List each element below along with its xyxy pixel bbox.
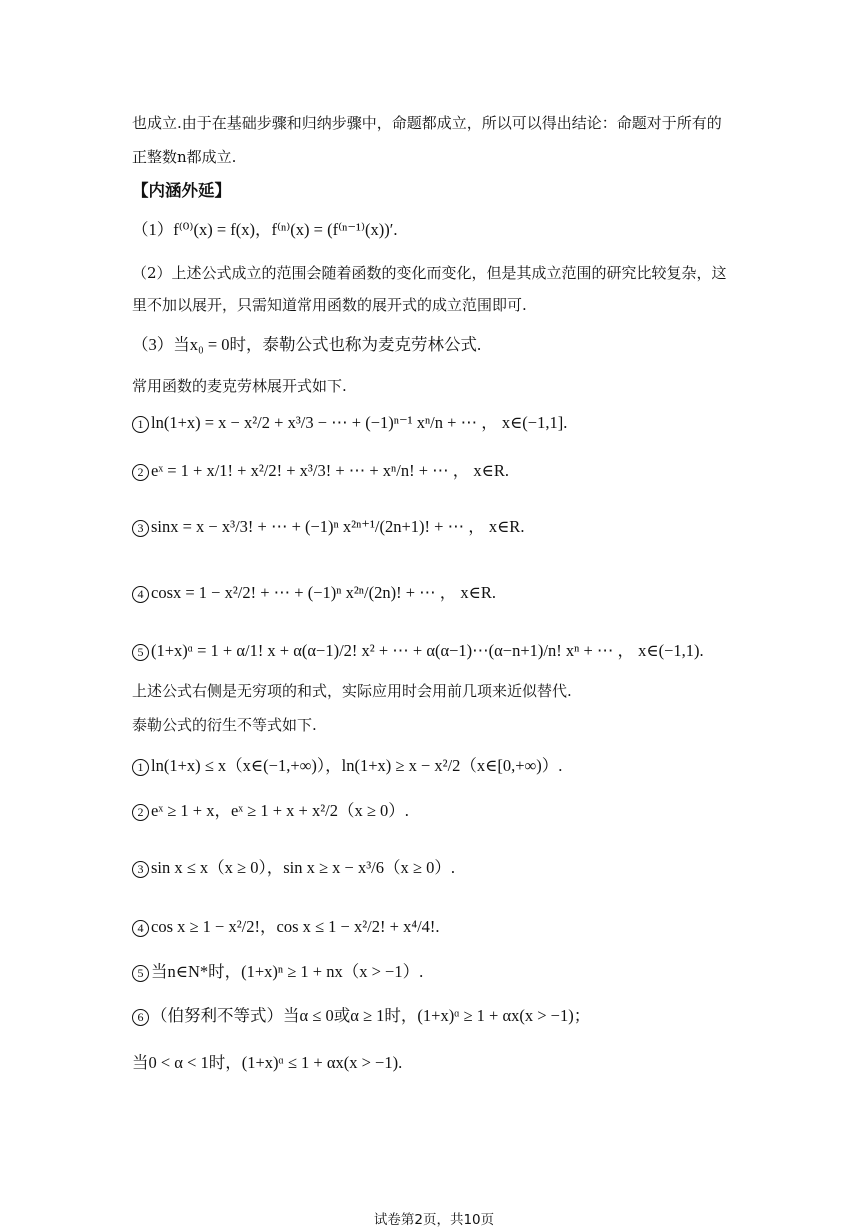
page-footer: 试卷第2页，共10页 [373, 1212, 495, 1228]
note-2-line-1: （2）上述公式成立的范围会随着函数的变化而变化，但是其成立范围的研究比较复杂，这 [132, 264, 727, 282]
inequality-item-1 [132, 755, 562, 777]
section-heading: 【内涵外延】 [132, 181, 231, 200]
circled-number: 1 [132, 416, 149, 433]
formula-text: sinx = x − x³/3! + ⋯ + (−1)ⁿ x²ⁿ⁺¹/(2n+1)! + ⋯ ， x∈R. [151, 517, 525, 536]
formula-text: sin x ≤ x（x ≥ 0），sin x ≥ x − x³/6（x ≥ 0）. [151, 858, 455, 877]
intro-line-1: 也成立.由于在基础步骤和归纳步骤中，命题都成立，所以可以得出结论：命题对于所有的 [132, 114, 722, 132]
inequality-item-3 [132, 857, 455, 879]
formula-text: eˣ = 1 + x/1! + x²/2! + x³/3! + ⋯ + xⁿ/n! + ⋯ ， x∈R. [151, 461, 509, 480]
remark: 上述公式右侧是无穷项的和式，实际应用时会用前几项来近似替代. [132, 682, 572, 700]
formula-text: 当n∈N*时，(1+x)ⁿ ≥ 1 + nx（x > −1）. [151, 962, 424, 981]
formula-text: (1+x)ᵅ = 1 + α/1! x + α(α−1)/2! x² + ⋯ + α(α−1)⋯(α−n+1)/n! xⁿ + ⋯ ， x∈(−1,1). [151, 641, 704, 660]
formula-text: ln(1+x) = x − x²/2 + x³/3 − ⋯ + (−1)ⁿ⁻¹ xⁿ/n + ⋯ ， x∈(−1,1]. [151, 413, 568, 432]
circled-number: 4 [132, 920, 149, 937]
maclaurin-item-5 [132, 640, 704, 662]
circled-number: 5 [132, 965, 149, 982]
maclaurin-item-3 [132, 516, 524, 538]
inequality-item-6 [132, 1005, 590, 1027]
note-1: （1）f⁽⁰⁾(x) = f(x)，f⁽ⁿ⁾(x) = (f⁽ⁿ⁻¹⁾(x))′. [132, 220, 398, 239]
circled-number: 3 [132, 861, 149, 878]
circled-number: 2 [132, 804, 149, 821]
maclaurin-item-1 [132, 412, 567, 434]
formula-text: eˣ ≥ 1 + x，eˣ ≥ 1 + x + x²/2（x ≥ 0）. [151, 801, 409, 820]
circled-number: 3 [132, 520, 149, 537]
inequality-item-4 [132, 916, 440, 938]
circled-number: 4 [132, 586, 149, 603]
inequality-intro: 泰勒公式的衍生不等式如下. [132, 716, 317, 734]
formula-text: cos x ≥ 1 − x²/2!，cos x ≤ 1 − x²/2! + x⁴/4!. [151, 917, 440, 936]
intro-line-2: 正整数n都成立. [132, 148, 237, 166]
final-line: 当0 < α < 1时，(1+x)ᵅ ≤ 1 + αx(x > −1). [132, 1053, 403, 1072]
circled-number: 5 [132, 644, 149, 661]
circled-number: 2 [132, 464, 149, 481]
note-2-line-2: 里不加以展开，只需知道常用函数的展开式的成立范围即可. [132, 296, 527, 314]
maclaurin-intro: 常用函数的麦克劳林展开式如下. [132, 377, 347, 395]
formula-text: ln(1+x) ≤ x（x∈(−1,+∞)），ln(1+x) ≥ x − x²/2（x∈[0,+∞)）. [151, 756, 563, 775]
circled-number: 1 [132, 759, 149, 776]
maclaurin-item-2 [132, 460, 509, 482]
formula-text: cosx = 1 − x²/2! + ⋯ + (−1)ⁿ x²ⁿ/(2n)! + ⋯ ， x∈R. [151, 583, 496, 602]
note-3: （3）当x₀ = 0时，泰勒公式也称为麦克劳林公式. [132, 335, 482, 354]
maclaurin-item-4 [132, 582, 496, 604]
circled-number: 6 [132, 1009, 149, 1026]
formula-text: （伯努利不等式）当α ≤ 0或α ≥ 1时，(1+x)ᵅ ≥ 1 + αx(x > −1)； [151, 1006, 591, 1025]
inequality-item-5 [132, 961, 423, 983]
inequality-item-2 [132, 800, 409, 822]
